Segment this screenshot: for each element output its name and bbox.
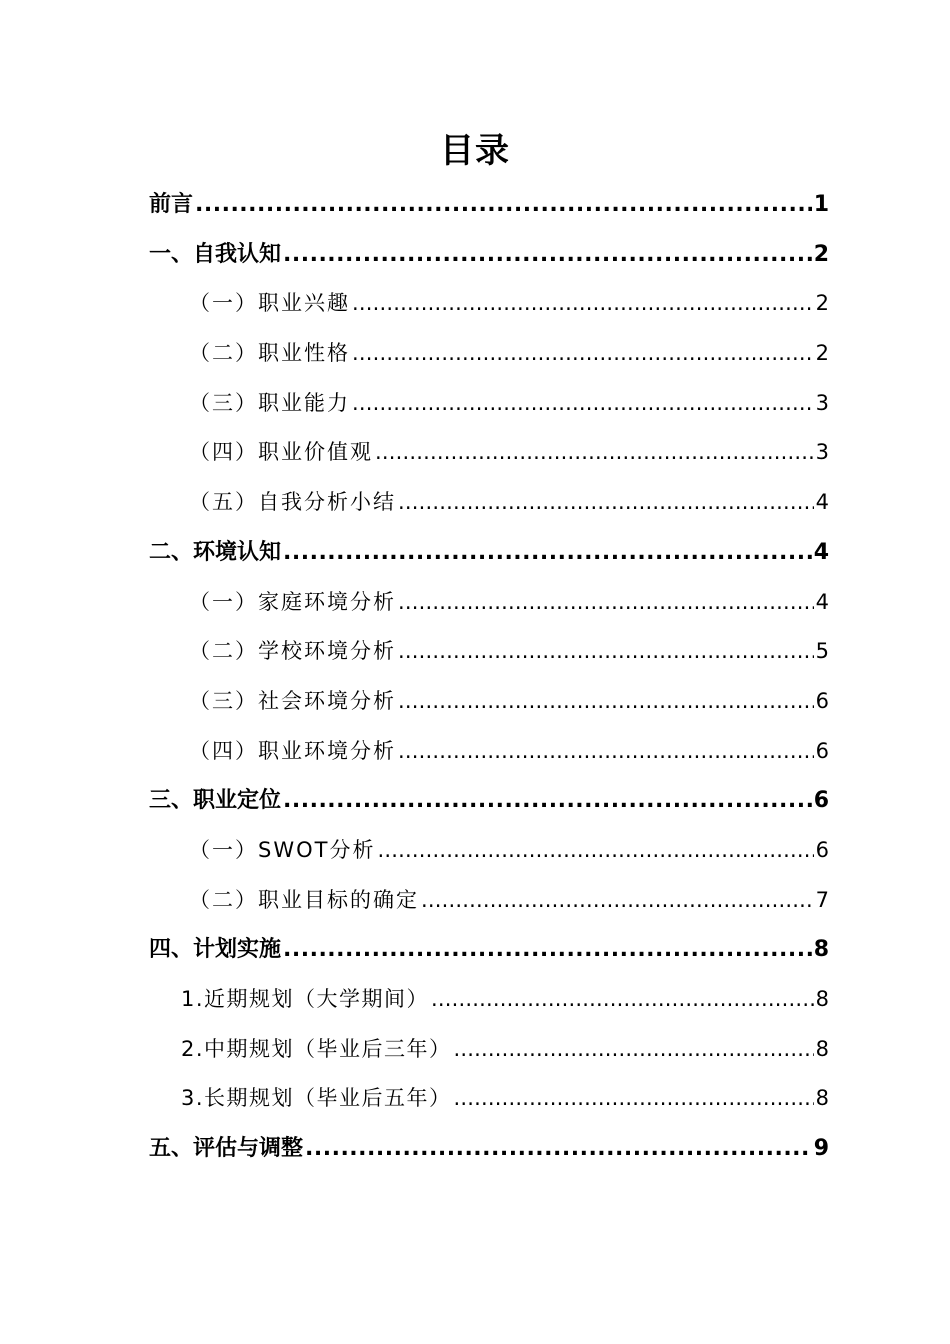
toc-entry-label: （四）职业价值观 — [189, 440, 373, 465]
toc-page-number: 3 — [815, 390, 829, 415]
toc-entry-label: （一）SWOT分析 — [189, 837, 376, 862]
toc-dot-leader — [398, 627, 814, 677]
toc-entry-label: （一）家庭环境分析 — [189, 589, 396, 614]
toc-entry-section[interactable] — [149, 1074, 829, 1124]
toc-page-number: 8 — [815, 987, 829, 1011]
toc-page-number: 6 — [815, 738, 829, 763]
toc-list — [149, 180, 829, 1174]
toc-entry-label: （二）职业性格 — [189, 341, 350, 366]
toc-page-number: 4 — [813, 539, 829, 565]
toc-page-number: 9 — [813, 1136, 829, 1162]
toc-entry-label: （一）职业兴趣 — [189, 291, 350, 316]
toc-dot-leader — [454, 1074, 814, 1124]
toc-entry-section[interactable] — [149, 428, 829, 478]
toc-entry-label: 二、环境认知 — [149, 539, 282, 565]
toc-dot-leader — [421, 876, 814, 926]
toc-dot-leader — [283, 230, 812, 280]
toc-page-number: 5 — [815, 639, 829, 664]
toc-page-number: 4 — [815, 490, 829, 515]
toc-dot-leader — [398, 677, 814, 727]
toc-entry-section[interactable] — [149, 279, 829, 329]
toc-page-number: 6 — [815, 688, 829, 713]
toc-dot-leader — [377, 826, 813, 876]
toc-page-number: 6 — [815, 837, 829, 862]
toc-entry-chapter[interactable] — [149, 180, 829, 230]
toc-entry-section[interactable] — [149, 379, 829, 429]
toc-entry-label: 三、职业定位 — [149, 788, 282, 814]
toc-entry-section[interactable] — [149, 876, 829, 926]
toc-page-number: 1 — [813, 192, 829, 217]
toc-entry-section[interactable] — [149, 578, 829, 628]
toc-entry-label: （四）职业环境分析 — [189, 738, 396, 763]
toc-entry-chapter[interactable] — [149, 230, 829, 280]
toc-dot-leader — [352, 329, 814, 379]
toc-entry-label: 3.长期规划（毕业后五年） — [181, 1086, 452, 1111]
toc-entry-chapter[interactable] — [149, 1124, 829, 1174]
toc-entry-section[interactable] — [149, 975, 829, 1025]
toc-entry-label: （二）学校环境分析 — [189, 639, 396, 664]
toc-entry-section[interactable] — [149, 826, 829, 876]
toc-entry-section[interactable] — [149, 677, 829, 727]
toc-entry-label: 前言 — [149, 192, 194, 217]
toc-dot-leader — [375, 428, 814, 478]
toc-dot-leader — [398, 478, 814, 528]
toc-page-number: 2 — [815, 291, 829, 316]
toc-dot-leader — [283, 925, 812, 975]
toc-page-number: 6 — [813, 788, 829, 814]
toc-page-number: 7 — [815, 887, 829, 912]
toc-dot-leader — [305, 1124, 812, 1174]
toc-entry-label: 四、计划实施 — [149, 937, 282, 963]
toc-entry-section[interactable] — [149, 627, 829, 677]
toc-entry-chapter[interactable] — [149, 925, 829, 975]
toc-entry-label: （三）社会环境分析 — [189, 688, 396, 713]
toc-dot-leader — [398, 727, 814, 777]
toc-entry-section[interactable] — [149, 478, 829, 528]
toc-entry-chapter[interactable] — [149, 528, 829, 578]
toc-dot-leader — [454, 1025, 814, 1075]
toc-page-number: 4 — [815, 589, 829, 614]
toc-entry-section[interactable] — [149, 1025, 829, 1075]
toc-entry-section[interactable] — [149, 727, 829, 777]
toc-entry-chapter[interactable] — [149, 776, 829, 826]
toc-dot-leader — [283, 528, 812, 578]
toc-dot-leader — [398, 578, 814, 628]
toc-page-number: 8 — [815, 1086, 829, 1111]
toc-entry-label: 五、评估与调整 — [149, 1136, 304, 1162]
toc-page-number: 2 — [815, 341, 829, 366]
toc-entry-section[interactable] — [149, 329, 829, 379]
toc-title: 目录 — [440, 131, 510, 171]
toc-entry-label: （二）职业目标的确定 — [189, 887, 419, 912]
toc-entry-label: （三）职业能力 — [189, 390, 350, 415]
toc-page-number: 8 — [813, 937, 829, 963]
toc-page-number: 3 — [815, 440, 829, 465]
toc-dot-leader — [431, 975, 814, 1025]
toc-entry-label: 2.中期规划（毕业后三年） — [181, 1036, 452, 1061]
toc-page-number: 2 — [813, 241, 829, 267]
toc-entry-label: （五）自我分析小结 — [189, 490, 396, 515]
toc-entry-label: 1.近期规划（大学期间） — [181, 987, 430, 1011]
toc-dot-leader — [352, 279, 814, 329]
toc-dot-leader — [352, 379, 814, 429]
toc-entry-label: 一、自我认知 — [149, 241, 282, 267]
toc-page-number: 8 — [815, 1036, 829, 1061]
toc-dot-leader — [283, 776, 812, 826]
toc-dot-leader — [195, 180, 812, 230]
